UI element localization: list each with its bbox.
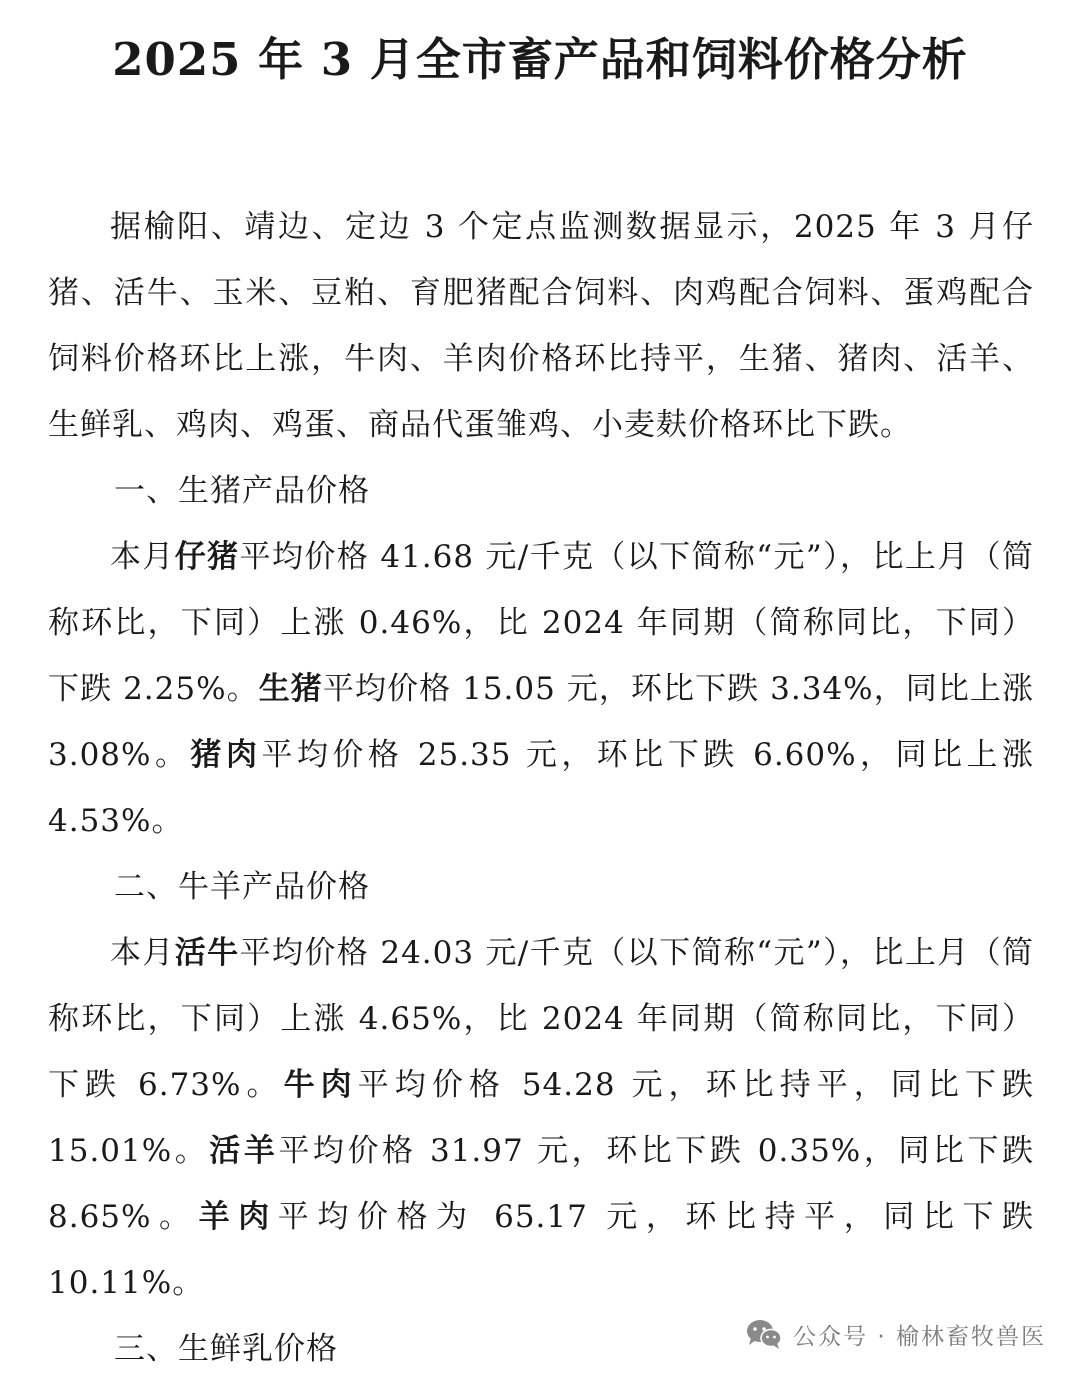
section-heading-cattle-sheep: 二、牛羊产品价格 [114, 869, 370, 905]
keyword-live-sheep: 活羊 [209, 1133, 279, 1169]
wechat-icon [745, 1318, 783, 1350]
keyword-mutton: 羊肉 [198, 1199, 278, 1235]
keyword-piglet: 仔猪 [174, 539, 240, 575]
article-body [48, 194, 1034, 1316]
text-run: 平均价格 15.05 元，环比下跌 3.34%，同比上涨 3.08%。 [48, 671, 1035, 773]
page-title: 2025 年 3 月全市畜产品和饲料价格分析 [112, 33, 968, 86]
section-heading-raw-milk: 三、生鲜乳价格 [114, 1331, 338, 1367]
watermark-text: 公众号 · 榆林畜牧兽医 [793, 1323, 1046, 1350]
text-run: 平均价格 41.68 元/千克（以下简称“元”），比上月（简称环比，下同）上涨 0.46%，比 2024 年同期（简称同比，下同）下跌 2.25%。 [48, 539, 1035, 707]
section-paragraph-cattle-sheep [48, 920, 1034, 1316]
text-run: 平均价格为 65.17 元，环比持平，同比下跌 10.11%。 [48, 1199, 1035, 1301]
watermark [745, 1314, 1046, 1354]
keyword-beef: 牛肉 [283, 1067, 358, 1103]
section-heading-hog: 一、生猪产品价格 [114, 473, 370, 509]
text-run: 平均价格 25.35 元，环比下跌 6.60%，同比上涨 4.53%。 [48, 737, 1035, 839]
text-run: 本月 [110, 935, 175, 971]
keyword-pork: 猪肉 [190, 737, 262, 773]
section-paragraph-hog [48, 524, 1034, 854]
keyword-live-cattle: 活牛 [174, 935, 240, 971]
text-run: 平均价格 24.03 元/千克（以下简称“元”），比上月（简称环比，下同）上涨 4.65%，比 2024 年同期（简称同比，下同）下跌 6.73%。 [48, 935, 1035, 1103]
text-run: 平均价格 54.28 元，环比持平，同比下跌 15.01%。 [48, 1067, 1035, 1169]
text-run: 本月 [110, 539, 175, 575]
text-run: 平均价格 31.97 元，环比下跌 0.35%，同比下跌 8.65%。 [48, 1133, 1034, 1235]
intro-paragraph: 据榆阳、靖边、定边 3 个定点监测数据显示，2025 年 3 月仔猪、活牛、玉米、豆粕、育肥猪配合饲料、肉鸡配合饲料、蛋鸡配合饲料价格环比上涨，牛肉、羊肉价格环比持平，生猪、猪肉、活羊、生鲜乳、鸡肉、鸡蛋、商品代蛋雏鸡、小麦麸价格环比下跌。 [48, 209, 1034, 443]
keyword-live-hog: 生猪 [258, 671, 323, 707]
